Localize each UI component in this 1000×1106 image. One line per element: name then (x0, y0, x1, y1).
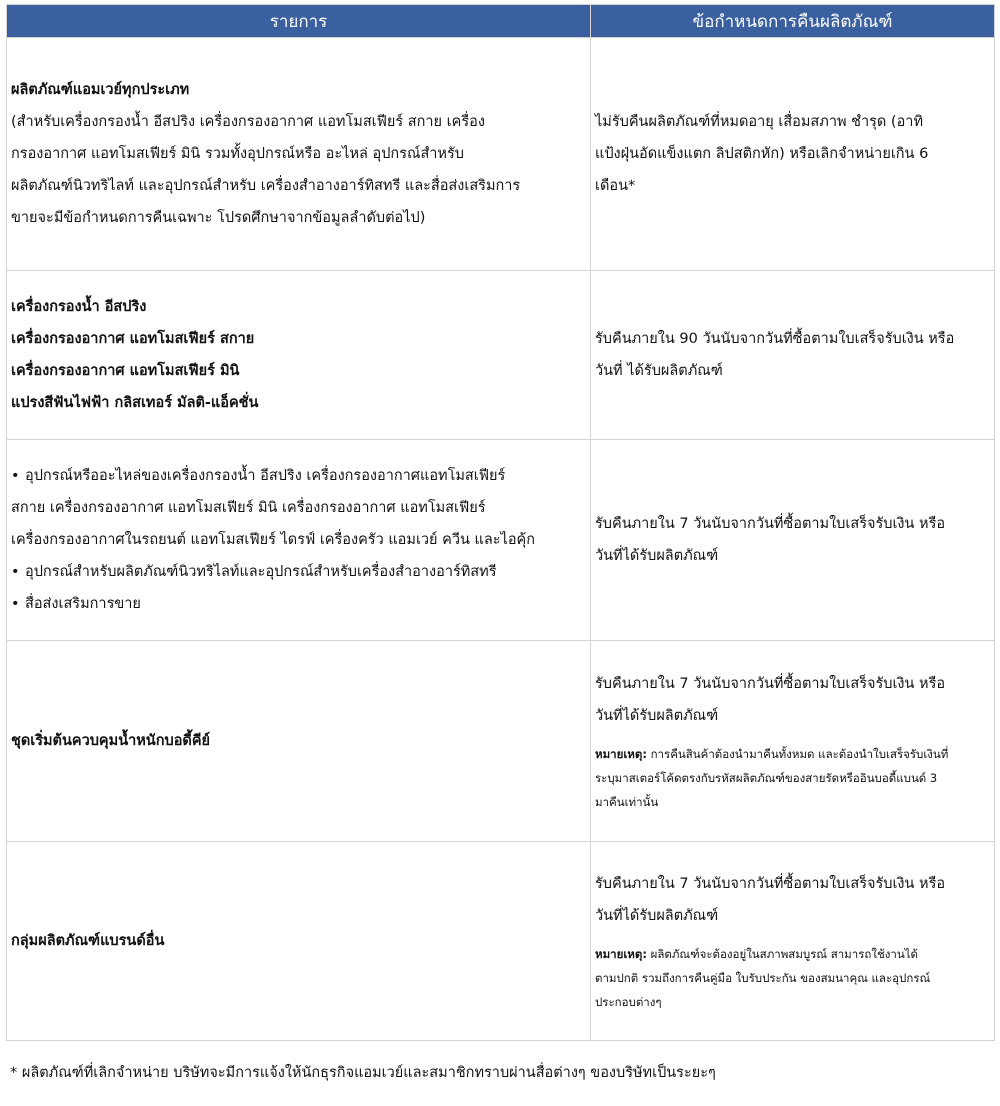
condition-line: วันที่ได้รับผลิตภัณฑ์ (595, 908, 719, 924)
condition-cell (591, 440, 995, 641)
note-block (595, 742, 986, 814)
item-product-name: เครื่องกรองน้ำ อีสปริง (11, 299, 147, 315)
bullet-continuation: สกาย เครื่องกรองอากาศ แอทโมสเฟียร์ มินิ เครื่องกรองอากาศ แอทโมสเฟียร์ (11, 500, 486, 516)
item-cell (7, 440, 591, 641)
item-title: กลุ่มผลิตภัณฑ์แบรนด์อื่น (11, 933, 165, 949)
item-cell (7, 641, 591, 842)
item-product-name: แปรงสีฟันไฟฟ้า กลิสเทอร์ มัลติ-แอ็คชั่น (11, 395, 259, 411)
note-text: ประกอบต่างๆ (595, 995, 662, 1009)
note-label: หมายเหตุ: (595, 747, 647, 761)
item-cell (7, 38, 591, 271)
bullet-continuation: เครื่องกรองอากาศในรถยนต์ แอทโมสเฟียร์ ไดรฟ์ เครื่องครัว แอมเวย์ ควีน และไอคุ้ก (11, 532, 536, 548)
note-text: ระบุมาสเตอร์โค้ดตรงกับรหัสผลิตภัณฑ์ของสายรัดหรืออินบอดี้แบนด์ 3 (595, 771, 938, 785)
bullet-item (11, 460, 582, 492)
condition-line: วันที่ ได้รับผลิตภัณฑ์ (595, 363, 723, 379)
table-row (7, 440, 995, 641)
bullet-dot: • (11, 468, 20, 484)
header-item: รายการ (7, 5, 591, 38)
bullet-text: สื่อส่งเสริมการขาย (25, 596, 141, 612)
condition-line: รับคืนภายใน 90 วันนับจากวันที่ซื้อตามใบเสร็จรับเงิน หรือ (595, 331, 955, 347)
header-return-condition: ข้อกำหนดการคืนผลิตภัณฑ์ (591, 5, 995, 38)
condition-line: วันที่ได้รับผลิตภัณฑ์ (595, 548, 719, 564)
condition-cell (591, 38, 995, 271)
bullet-dot: • (11, 564, 20, 580)
item-desc-line: ผลิตภัณฑ์นิวทริไลท์ และอุปกรณ์สำหรับ เครื่องสำอางอาร์ทิสทรี และสื่อส่งเสริมการ (11, 178, 521, 194)
condition-line: เดือน* (595, 178, 636, 194)
note-text: มาคืนเท่านั้น (595, 795, 659, 809)
table-row (7, 38, 995, 271)
note-label: หมายเหตุ: (595, 947, 647, 961)
condition-cell (591, 842, 995, 1041)
condition-cell (591, 641, 995, 842)
item-cell (7, 271, 591, 440)
note-text: การคืนสินค้าต้องนำมาคืนทั้งหมด และต้องนำใบเสร็จรับเงินที่ (646, 747, 949, 761)
note-text: ตามปกติ รวมถึงการคืนคู่มือ ใบรับประกัน ของสมนาคุณ และอุปกรณ์ (595, 971, 931, 985)
bullet-item (11, 556, 582, 588)
item-desc-line: (สำหรับเครื่องกรองน้ำ อีสปริง เครื่องกรองอากาศ แอทโมสเฟียร์ สกาย เครื่อง (11, 114, 485, 130)
condition-cell (591, 271, 995, 440)
item-product-name: เครื่องกรองอากาศ แอทโมสเฟียร์ มินิ (11, 363, 240, 379)
return-policy-table (6, 4, 995, 1041)
condition-line: รับคืนภายใน 7 วันนับจากวันที่ซื้อตามใบเสร็จรับเงิน หรือ (595, 676, 946, 692)
condition-line: ไม่รับคืนผลิตภัณฑ์ที่หมดอายุ เสื่อมสภาพ ชำรุด (อาทิ (595, 114, 923, 130)
bullet-dot: • (11, 596, 20, 612)
condition-line: รับคืนภายใน 7 วันนับจากวันที่ซื้อตามใบเสร็จรับเงิน หรือ (595, 516, 946, 532)
table-header-row (7, 5, 995, 38)
condition-line: แป้งฝุ่นอัดแข็งแตก ลิปสติกหัก) หรือเลิกจำหน่ายเกิน 6 (595, 146, 929, 162)
item-title: ผลิตภัณฑ์แอมเวย์ทุกประเภท (11, 82, 190, 98)
table-row (7, 641, 995, 842)
bullet-item (11, 588, 582, 620)
footnote: * ผลิตภัณฑ์ที่เลิกจำหน่าย บริษัทจะมีการแจ้งให้นักธุรกิจแอมเวย์และสมาชิกทราบผ่านสื่อต่างๆ ของบริษัทเป็นระยะๆ (10, 1065, 716, 1081)
item-product-name: เครื่องกรองอากาศ แอทโมสเฟียร์ สกาย (11, 331, 255, 347)
table-row (7, 271, 995, 440)
note-block (595, 942, 986, 1014)
bullet-text: อุปกรณ์สำหรับผลิตภัณฑ์นิวทริไลท์และอุปกรณ์สำหรับเครื่องสำอางอาร์ทิสทรี (25, 564, 497, 580)
table-row (7, 842, 995, 1041)
item-desc-line: กรองอากาศ แอทโมสเฟียร์ มินิ รวมทั้งอุปกรณ์หรือ อะไหล่ อุปกรณ์สำหรับ (11, 146, 464, 162)
item-cell (7, 842, 591, 1041)
item-desc-line: ขายจะมีข้อกำหนดการคืนเฉพาะ โปรดศึกษาจากข้อมูลลำดับต่อไป) (11, 210, 426, 226)
item-title: ชุดเริ่มต้นควบคุมน้ำหนักบอดี้คีย์ (11, 733, 211, 749)
condition-line: วันที่ได้รับผลิตภัณฑ์ (595, 708, 719, 724)
condition-line: รับคืนภายใน 7 วันนับจากวันที่ซื้อตามใบเสร็จรับเงิน หรือ (595, 876, 946, 892)
note-text: ผลิตภัณฑ์จะต้องอยู่ในสภาพสมบูรณ์ สามารถใช้งานได้ (646, 947, 918, 961)
bullet-text: อุปกรณ์หรืออะไหล่ของเครื่องกรองน้ำ อีสปริง เครื่องกรองอากาศแอทโมสเฟียร์ (25, 468, 506, 484)
